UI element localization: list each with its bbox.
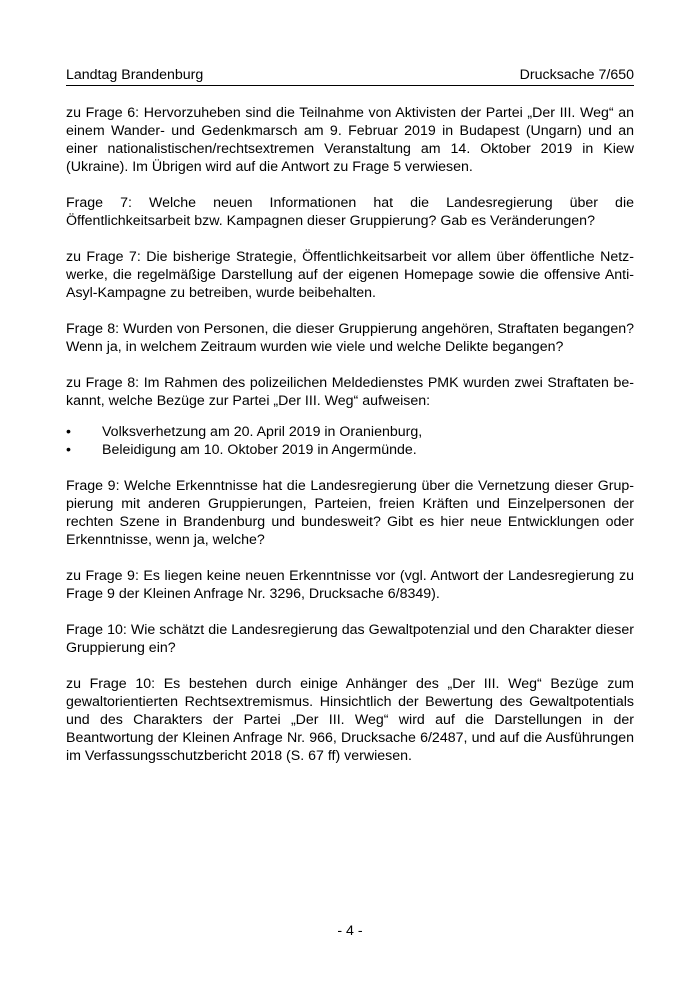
document-body	[66, 104, 634, 783]
answer-6: zu Frage 6: Hervorzuheben sind die Teilnahme von Aktivisten der Partei „Der III. Weg“ an einem Wander- und Gedenkmarsch am 9. Februar 2019 in Budapest (Ungarn) und an einer nationalistischen/rechtsextremen Veranstaltung am 14. Oktober 2019 in Kiew (Ukraine). Im Übrigen wird auf die Antwort zu Frage 5 verwiesen.	[66, 105, 634, 175]
answer-7: zu Frage 7: Die bisherige Strategie, Öffentlichkeitsarbeit vor allem über öffentliche Netzwerke, die regelmäßige Darstellung auf der eigenen Homepage sowie die offensive Anti-Asyl-Kampagne zu betreiben, wurde beibehalten.	[66, 249, 634, 301]
header-document-number: Drucksache 7/650	[519, 67, 634, 83]
question-9: Frage 9: Welche Erkenntnisse hat die Landesregierung über die Vernetzung dieser Gruppierung mit anderen Gruppierungen, Parteien, freien Kräften und Einzelpersonen der rechten Szene in Brandenburg und bundesweit? Gibt es hier neue Entwicklungen oder Erkenntnisse, wenn ja, welche?	[66, 478, 634, 548]
page-header	[66, 66, 634, 86]
page-number: - 4 -	[337, 923, 363, 939]
question-8: Frage 8: Wurden von Personen, die dieser Gruppierung angehören, Straftaten begangen? Wenn ja, in welchem Zeitraum wurden wie viele und welche Delikte begangen?	[66, 321, 634, 355]
list-item: • Beleidigung am 10. Oktober 2019 in Angermünde.	[66, 441, 634, 459]
list-item: • Volksverhetzung am 20. April 2019 in Oranienburg,	[66, 423, 634, 441]
answer-10: zu Frage 10: Es bestehen durch einige Anhänger des „Der III. Weg“ Bezüge zum gewaltorientierten Rechtsextremismus. Hinsichtlich der Bewertung des Gewaltpotentials und des Charakters der Partei „Der III. Weg“ wird auf die Darstellungen in der Beantwortung der Kleinen Anfrage Nr. 966, Drucksache 6/2487, und auf die Ausführungen im Verfassungsschutzbericht 2018 (S. 67 ff) verwiesen.	[66, 676, 634, 764]
offense-list	[66, 423, 634, 459]
question-10: Frage 10: Wie schätzt die Landesregierung das Gewaltpotenzial und den Charakter dieser Gruppierung ein?	[66, 622, 634, 656]
answer-8: zu Frage 8: Im Rahmen des polizeilichen Meldedienstes PMK wurden zwei Straftaten bekannt, welche Bezüge zur Partei „Der III. Weg“ aufweisen:	[66, 375, 634, 409]
header-institution: Landtag Brandenburg	[66, 67, 204, 83]
question-7: Frage 7: Welche neuen Informationen hat die Landesregierung über die Öffentlichkeitsarbeit bzw. Kampagnen dieser Gruppierung? Gab es Veränderungen?	[66, 195, 634, 229]
answer-9: zu Frage 9: Es liegen keine neuen Erkenntnisse vor (vgl. Antwort der Landesregierung zu Frage 9 der Kleinen Anfrage Nr. 3296, Drucksache 6/8349).	[66, 568, 634, 602]
